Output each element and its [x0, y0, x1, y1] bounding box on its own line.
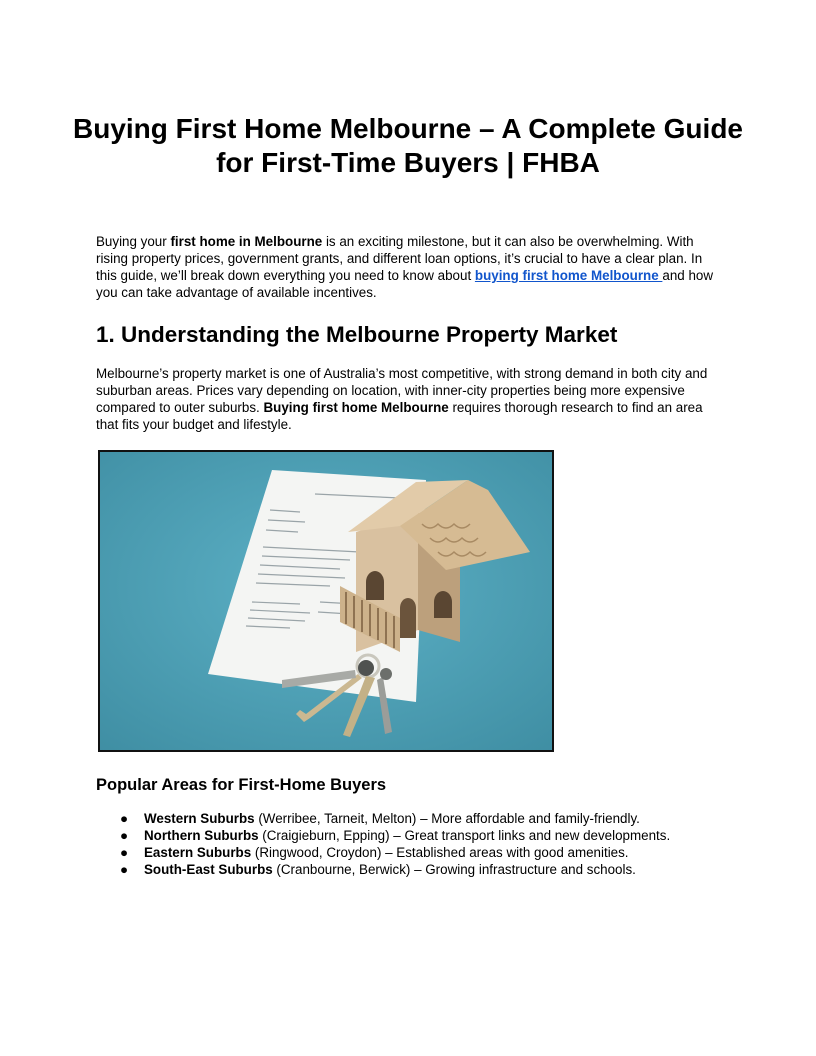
- areas-heading: Popular Areas for First-Home Buyers: [96, 776, 387, 794]
- area-name: Eastern Suburbs: [144, 845, 252, 860]
- area-name: South-East Suburbs: [144, 862, 273, 877]
- intro-text: is an exciting milestone, but it can also be overwhelming. With rising property prices, government grants, and different loan options, it’s crucial to have a clear plan. In this guide, we’ll break down everything you need to know about: [96, 234, 703, 283]
- market-text: requires thorough research to find an area that fits your budget and lifestyle.: [96, 400, 703, 432]
- list-item: [96, 844, 716, 861]
- area-detail: (Cranbourne, Berwick) – Growing infrastructure and schools.: [272, 862, 636, 877]
- intro-bold-phrase: first home in Melbourne: [170, 234, 323, 249]
- market-paragraph: [96, 365, 722, 433]
- intro-text: and how you can take advantage of available incentives.: [96, 268, 714, 300]
- house-keys-illustration: [100, 452, 552, 750]
- market-text: Melbourne’s property market is one of Australia’s most competitive, with strong demand in both city and suburban areas. Prices vary depending on location, with inner-city properties being more expensive compared to outer suburbs.: [96, 366, 708, 415]
- market-bold-phrase: Buying first home Melbourne: [263, 400, 449, 415]
- bullet-icon: ●: [120, 862, 129, 877]
- list-item: [96, 827, 716, 844]
- page-title: Buying First Home Melbourne – A Complete Guide for First-Time Buyers | FHBA: [73, 113, 743, 178]
- intro-text: Buying your: [96, 234, 171, 249]
- house-model-photo: [98, 450, 554, 752]
- section-heading: 1. Understanding the Melbourne Property Market: [96, 322, 618, 347]
- house-window: [366, 571, 384, 600]
- buying-first-home-link[interactable]: buying first home Melbourne: [474, 268, 663, 283]
- house-window: [434, 591, 452, 618]
- area-detail: (Werribee, Tarneit, Melton) – More affordable and family-friendly.: [254, 811, 640, 826]
- list-item: [96, 861, 716, 878]
- intro-paragraph: [96, 233, 722, 301]
- bullet-icon: ●: [120, 845, 129, 860]
- area-detail: (Ringwood, Croydon) – Established areas with good amenities.: [251, 845, 629, 860]
- area-detail: (Craigieburn, Epping) – Great transport links and new developments.: [258, 828, 671, 843]
- bullet-icon: ●: [120, 811, 129, 826]
- areas-list: [96, 810, 716, 878]
- area-name: Western Suburbs: [144, 811, 255, 826]
- list-item: [96, 810, 716, 827]
- area-name: Northern Suburbs: [144, 828, 259, 843]
- bullet-icon: ●: [120, 828, 129, 843]
- house-door: [400, 598, 416, 638]
